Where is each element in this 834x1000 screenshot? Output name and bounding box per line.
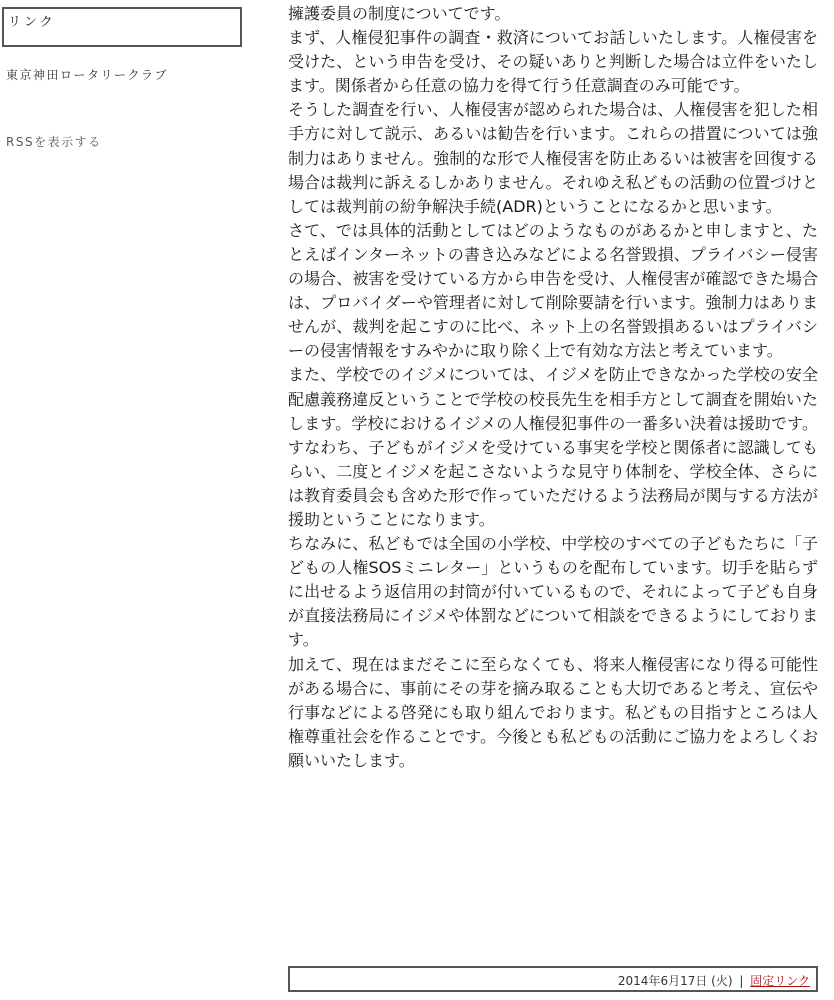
post-date: 2014年6月17日 (火)	[617, 974, 733, 988]
link-tokyo-kanda-rotary-club[interactable]: 東京神田ロータリークラブ	[6, 68, 169, 82]
article-paragraph: さて、では具体的活動としてはどのようなものがあるかと申しますと、たとえばインターネットの書き込みなどによる名誉毀損、プライバシー侵害の場合、被害を受けている方から申告を受け、人権侵害が確認できた場合は、プロバイダーや管理者に対して削除要請を行います。強制力はありませんが、裁判を起こすのに比べ、ネット上の名誉毀損あるいはプライバシーの侵害情報をすみやかに取り除く上で有効な方法と考えています。	[288, 220, 818, 361]
article-paragraph: 擁護委員の制度についてです。	[288, 4, 511, 23]
post-meta	[618, 972, 810, 989]
sidebar-heading: リンク	[8, 15, 56, 30]
article-paragraph: また、学校でのイジメについては、イジメを防止できなかった学校の安全配慮義務違反ということで学校の校長先生を相手方として調査を開始いたします。学校におけるイジメの人権侵犯事件の一番多い決着は援助です。すなわち、子どもがイジメを受けている事実を学校と関係者に認識してもらい、二度とイジメを起こさないような見守り体制を、学校全体、さらには教育委員会も含めた形で作っていただけるよう法務局が関与する方法が援助ということになります。	[288, 365, 818, 529]
post-footer	[288, 966, 818, 992]
permalink-link[interactable]: 固定リンク	[750, 974, 810, 988]
article-paragraph: まず、人権侵犯事件の調査・救済についてお話しいたします。人権侵害を受けた、という申告を受け、その疑いありと判断した場合は立件をいたします。関係者から任意の協力を得て行う任意調査のみ可能です。	[288, 28, 818, 96]
post-separator: |	[739, 974, 744, 988]
article-body	[288, 2, 818, 773]
article-paragraph: 加えて、現在はまだそこに至らなくても、将来人権侵害になり得る可能性がある場合に、事前にその芽を摘み取ることも大切であると考え、宣伝や行事などによる啓発にも取り組んでおります。私どもの目指すところは人権尊重社会を作ることです。今後とも私どもの活動にご協力をよろしくお願いいたします。	[288, 654, 818, 770]
article-paragraph: そうした調査を行い、人権侵害が認められた場合は、人権侵害を犯した相手方に対して説示、あるいは勧告を行います。これらの措置については強制力はありません。強制的な形で人権侵害を防止あるいは被害を回復する場合は裁判に訴えるしかありません。それゆえ私どもの活動の位置づけとしては裁判前の紛争解決手続(ADR)ということになるかと思います。	[288, 100, 818, 216]
link-show-rss[interactable]: RSSを表示する	[6, 135, 102, 149]
article-paragraph: ちなみに、私どもでは全国の小学校、中学校のすべての子どもたちに「子どもの人権SOSミニレター」というものを配布しています。切手を貼らずに出せるよう返信用の封筒が付いているもので、それによって子ども自身が直接法務局にイジメや体罰などについて相談をできるようにしております。	[288, 534, 818, 650]
